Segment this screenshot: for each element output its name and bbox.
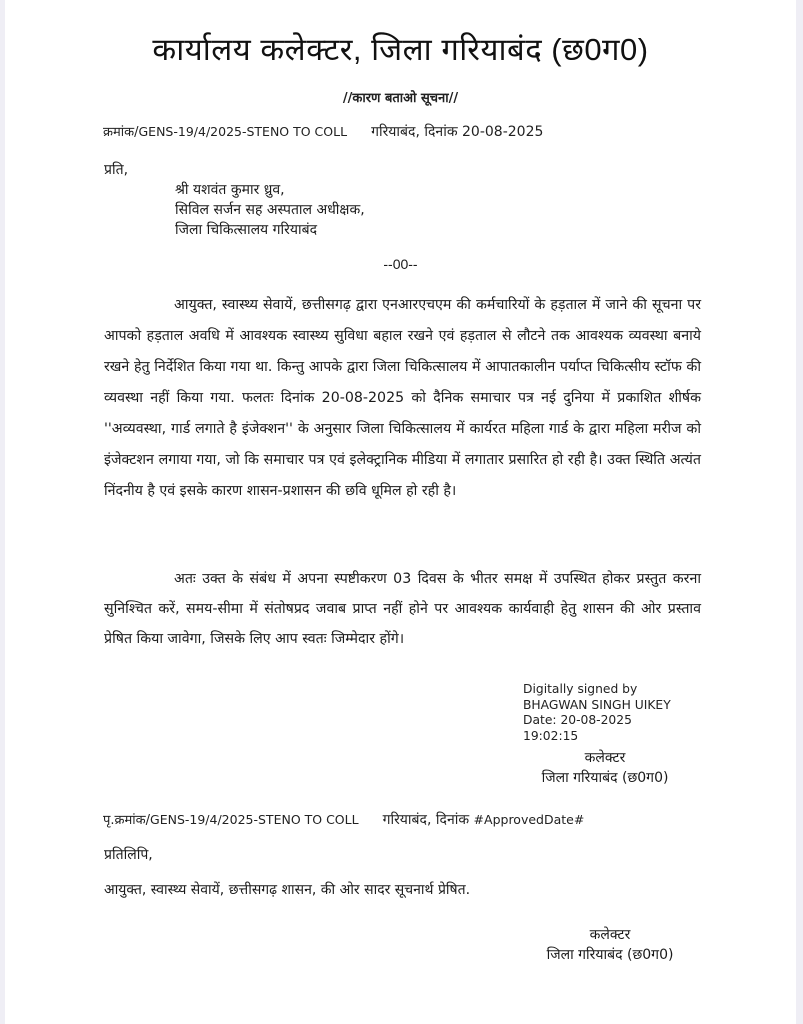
endorsement-approved-date: #ApprovedDate# (473, 812, 585, 827)
reference-code: GENS-19/4/2025-STENO TO COLL (138, 124, 348, 139)
signatory-title-2: कलेक्टर (589, 927, 631, 943)
notice-subject: //कारण बताओ सूचना// (342, 91, 459, 106)
signatory-district: जिला गरियाबंद (छ0ग0) (541, 770, 669, 786)
reference-prefix: क्रमांक/ (103, 125, 139, 140)
signatory-district-2: जिला गरियाबंद (छ0ग0) (546, 947, 674, 963)
reference-line (103, 122, 543, 141)
addressee-designation: सिविल सर्जन सह अस्पताल अधीक्षक, (175, 202, 365, 218)
endorsement-prefix: पृ.क्रमांक/ (103, 813, 151, 828)
document-page (5, 0, 796, 1024)
digital-signature-signer: BHAGWAN SINGH UIKEY (523, 697, 671, 712)
addressee-block (175, 180, 365, 240)
digital-signature-date: Date: 20-08-2025 (523, 713, 632, 727)
to-label: प्रति, (104, 162, 129, 178)
copy-label: प्रतिलिपि, (104, 847, 153, 863)
copy-to-line: आयुक्त, स्वास्थ्य सेवायें, छत्तीसगढ़ शासन, की ओर सादर सूचनार्थ प्रेषित. (104, 882, 471, 898)
signatory-designation-2 (510, 925, 710, 965)
separator: --00-- (383, 256, 418, 272)
digital-signature-label: Digitally signed by (523, 682, 638, 696)
digital-signature-time: 19:02:15 (523, 728, 579, 743)
endorsement-place-date: गरियाबंद, दिनांक (382, 812, 474, 828)
signatory-designation (505, 748, 705, 788)
reference-place-date: गरियाबंद, दिनांक 20-08-2025 (371, 124, 544, 140)
digital-signature-block (523, 682, 671, 744)
body-paragraph-1: आयुक्त, स्वास्थ्य सेवायें, छत्तीसगढ़ द्वारा एनआरएचएम की कर्मचारियों के हड़ताल में जाने की सूचना पर आपको हड़ताल अवधि में आवश्यक स्वास्थ्य सुविधा बहाल रखने एवं हड़ताल से लौटने तक आवश्यक व्यवस्था बनाये रखने हेतु निर्देशित किया गया था. किन्तु आपके द्वारा जिला चिकित्सालय में आपातकालीन पर्याप्त चिकित्सीय स्टॉफ की व्यवस्था नहीं किया गया. फलतः दिनांक 20-08-2025 को दैनिक समाचार पत्र नई दुनिया में प्रकाशित शीर्षक ''अव्यवस्था, गार्ड लगाते है इंजेक्शन'' के अनुसार जिला चिकित्सालय में कार्यरत महिला गार्ड के द्वारा महिला मरीज को इंजेक्टशन लगाया गया, जो कि समाचार पत्र एवं इलेक्ट्रानिक मीडिया में लगातार प्रसारित हो रही है। उक्त स्थिति अत्यंत निंदनीय है एवं इसके कारण शासन-प्रशासन की छवि धूमिल हो रही है। (104, 297, 701, 499)
endorsement-code: GENS-19/4/2025-STENO TO COLL (150, 812, 359, 827)
body-paragraph-2: अतः उक्त के संबंध में अपना स्पष्टीकरण 03 दिवस के भीतर समक्ष में उपस्थित होकर प्रस्तुत करना सुनिश्चित करें, समय-सीमा में संतोषप्रद जवाब प्राप्त नहीं होने पर आवश्यक कार्यवाही हेतु शासन की ओर प्रस्ताव प्रेषित किया जावेगा, जिसके लिए आप स्वतः जिम्मेदार होंगे। (104, 571, 701, 647)
addressee-name: श्री यशवंत कुमार ध्रुव, (175, 182, 285, 198)
endorsement-reference-line (103, 810, 584, 829)
addressee-office: जिला चिकित्सालय गरियाबंद (175, 222, 318, 238)
signatory-title: कलेक्टर (584, 750, 626, 766)
office-header-title: कार्यालय कलेक्टर, जिला गरियाबंद (छ0ग0) (152, 32, 649, 67)
